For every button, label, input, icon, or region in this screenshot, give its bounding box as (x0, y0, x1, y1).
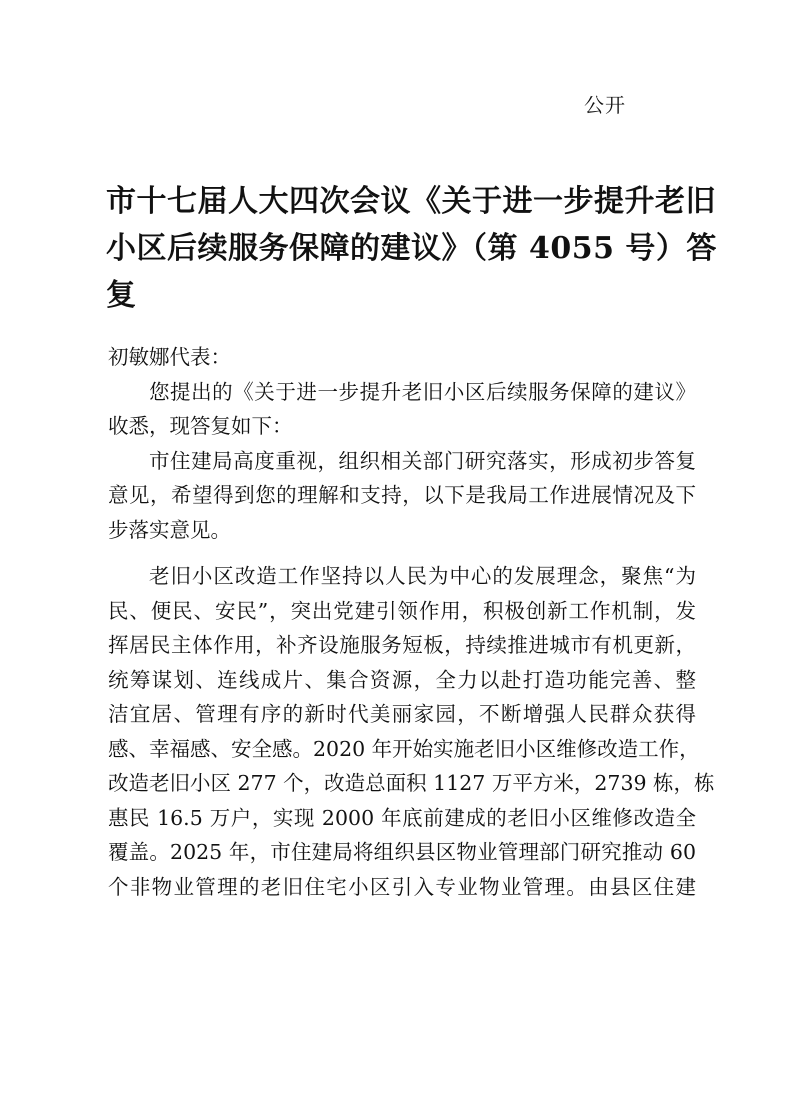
document-title (106, 178, 717, 319)
paragraph-line: 统筹谋划、连线成片、集合资源，全力以赴打造功能完善、整 (108, 667, 696, 692)
salutation: 初敏娜代表： (108, 345, 231, 369)
paragraph-line: 收悉，现答复如下： (108, 414, 293, 438)
paragraph-response-intro (108, 444, 696, 548)
paragraph-line: 惠民 16.5 万户，实现 2000 年底前建成的老旧小区维修改造全 (108, 805, 696, 830)
paragraph-line: 您提出的《关于进一步提升老旧小区后续服务保障的建议》 (149, 379, 696, 404)
document-body (108, 340, 715, 904)
paragraph-line: 意见，希望得到您的理解和支持，以下是我局工作进展情况及下 (108, 483, 696, 507)
paragraph-line: 个非物业管理的老旧住宅小区引入专业物业管理。由县区住建 (108, 874, 696, 899)
title-line: 复 (106, 278, 137, 313)
title-line: 市十七届人大四次会议《关于进一步提升老旧 (106, 184, 716, 219)
paragraph-line: 民、便民、安民”，突出党建引领作用，积极创新工作机制，发 (108, 598, 696, 623)
paragraph-line: 步落实意见。 (108, 517, 231, 542)
paragraph-line: 老旧小区改造工作坚持以人民为中心的发展理念，聚焦“为 (149, 564, 696, 588)
paragraph-line: 覆盖。2025 年，市住建局将组织县区物业管理部门研究推动 60 (108, 840, 696, 864)
paragraph-line: 洁宜居、管理有序的新时代美丽家园，不断增强人民群众获得 (108, 702, 696, 726)
paragraph-spacer (108, 547, 696, 559)
paragraph-line: 市住建局高度重视，组织相关部门研究落实，形成初步答复 (149, 448, 696, 473)
paragraph-line: 挥居民主体作用，补齐设施服务短板，持续推进城市有机更新， (108, 633, 696, 657)
title-line: 小区后续服务保障的建议》（第 4055 号）答 (106, 231, 717, 266)
paragraph-line: 感、幸福感、安全感。2020 年开始实施老旧小区维修改造工作， (108, 736, 700, 761)
disclosure-label: 公开 (584, 93, 626, 117)
paragraph-line: 改造老旧小区 277 个，改造总面积 1127 万平方米，2739 栋，栋 (108, 771, 715, 795)
paragraph-acknowledgement (108, 375, 696, 444)
paragraph-renovation-work (108, 559, 715, 904)
